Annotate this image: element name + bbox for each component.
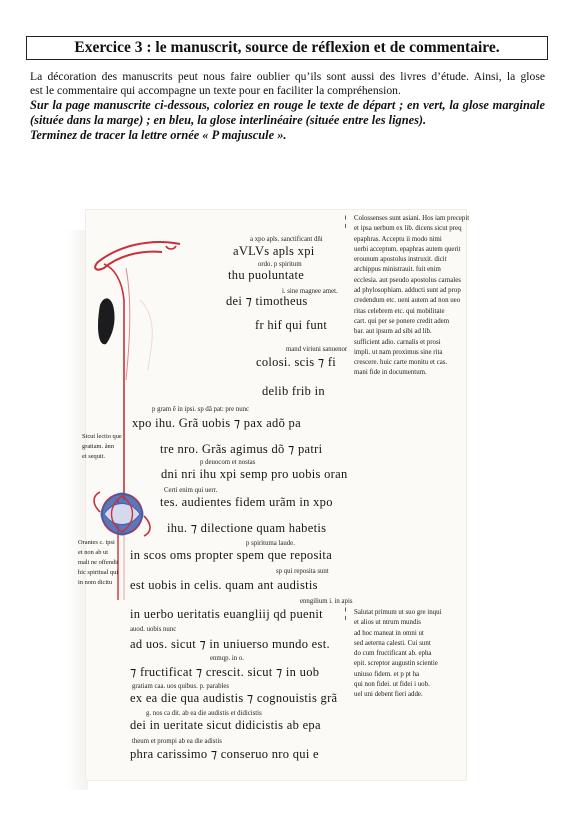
left-gloss-line: et non ab ut [78,549,108,556]
left-marginal-gloss-bottom [78,538,119,588]
left-gloss-line: gratiam. ãnn [82,443,114,450]
main-line: in uerbo ueritatis euangliij qd puenit [130,607,323,621]
marginal-gloss-line: et alios ut ntrum mundis [354,619,421,627]
main-line: tes. audientes fidem urãm in xpo [160,495,333,509]
marginal-gloss-line: sed aeterna calesti. Cui sunt [354,639,431,647]
marginal-gloss-line: sufficient adio. carnalis et prosi [354,338,441,346]
interlinear-gloss: a xpo apls. sanctificant dñi [250,236,323,243]
main-line: phra carissimo ⁊ conseruo nro qui e [130,747,319,761]
marginal-gloss-top [354,214,474,379]
interlinear-gloss: theum et prompi ab ea die adistis [132,738,222,745]
marginal-gloss-line: Colossenses sunt asiani. Hos iam precepit [354,215,470,222]
marginal-gloss-line: qui non fidei. ut fidei i uob. [354,681,430,689]
marginal-gloss-line: mani fide in documentum. [354,369,427,377]
marginal-gloss-bottom [354,608,474,701]
main-line: ad uos. sicut ⁊ in uniuerso mundo est. [130,637,330,651]
marginal-gloss-line: ad hoc maneat in omni ut [354,629,424,637]
main-line: colosi. scis ⁊ fi [256,355,337,369]
main-line: est uobis in celis. quam ant audistis [130,578,318,592]
interlinear-gloss: Certi enim qui uerr. [164,487,218,494]
main-line: in scos oms propter spem que reposita [130,548,333,562]
scan-edge-shadow [66,230,88,790]
main-line: dei in ueritate sicut didicistis ab epa [130,718,321,732]
main-line: tre nro. Grãs agimus dõ ⁊ patri [160,442,323,456]
instruction-letter: Terminez de tracer la lettre ornée « P majuscule ». [30,128,287,142]
main-line: aVLVs apls xpi [233,244,315,258]
marginal-gloss-line: impli. ut nam proximus sine rita [354,348,443,356]
gloss-marker-top: ¦ [344,214,347,229]
marginal-gloss-line: ecclesia. aut pseudo apostolus carnales [354,276,461,284]
interlinear-gloss: p gram ẽ in ipsi. sp dã pat: pre nunc [152,406,250,413]
marginal-gloss-line: archippus ministrauit. fuit enim [354,266,441,274]
marginal-gloss-line: do cum fructificant ab. epha [354,650,432,658]
left-gloss-line: in nom dicitu [78,579,113,586]
main-line: ⁊ fructificat ⁊ crescit. sicut ⁊ in uob [130,665,320,679]
main-line: dei ⁊ timotheus [226,294,308,308]
marginal-gloss-line: erounum apostolus instruxit. dicit [354,256,447,264]
main-line: thu puoluntate [228,268,305,282]
main-line: dni nri ihu xpi semp pro uobis oran [161,467,348,481]
marginal-gloss-line: uel uni debent fieri adde. [354,691,423,699]
marginal-gloss-line: ritas celebrem etc. qui mobilitate [354,307,445,315]
interlinear-gloss: mand viriuni sanuenor [286,346,348,353]
intro-line-1: La décoration des manuscrits peut nous faire oublier qu’ils sont aussi des livres d’étude. Ainsi, la glose [30,70,545,83]
left-marginal-gloss-top [82,432,122,462]
exercise-title: Exercice 3 : le manuscrit, source de réflexion et de commentaire. [74,39,500,56]
marginal-gloss-line: ad phylosophiam. adducti sunt ad prop [354,287,461,295]
interlinear-gloss: sp qui reposita sunt [276,568,329,575]
interlinear-gloss: i. sine magnee amet. [282,288,338,295]
interlinear-gloss: g. nos ca dit. ab ea die audistis et didicistis [146,710,262,717]
exercise-title-box [26,36,548,60]
left-gloss-line: et sequit. [82,453,106,460]
interlinear-gloss: auod. uobis nunc [130,626,177,633]
left-gloss-line: Sicut lectio que [82,433,122,440]
marginal-gloss-line: credendum etc. ueni autem ad non ueo [354,297,461,305]
left-gloss-line: mali ne offendit [78,559,119,566]
instructions [30,98,545,143]
main-line: fr hif qui funt [255,318,328,332]
marginal-gloss-line: uniuso fidem. et p pt ha [354,670,420,678]
main-line: delib frib in [262,384,325,398]
marginal-gloss-line: cart. qui per se ponere credit adem [354,317,450,325]
interlinear-gloss: ordo. p spiritum [258,261,302,268]
gloss-marker-bottom: ¦ [344,606,347,621]
marginal-gloss-line: epit. screptor augustin scientie [354,660,438,668]
main-line: ex ea die qua audistis ⁊ cognouistis grã [130,691,338,705]
marginal-gloss-line: bar. aut ipsum ad sibi ad lib. [354,328,432,336]
left-gloss-line: Orantes c. ipsi [78,539,115,546]
interlinear-gloss: p spirituma laude. [246,540,295,547]
marginal-gloss-line: crescere. huic carte monitu et cas. [354,359,448,367]
instruction-coloring: Sur la page manuscrite ci-dessous, coloriez en rouge le texte de départ ; en vert, la glose marginale (située dans la marge) ; en bleu, la glose interlinéaire (située entre les lignes). [30,98,545,127]
marginal-gloss-line: et ipsa uerbum ex lib. dicens sicut preq [354,225,462,233]
intro-line-2: est le commentaire qui accompagne un texte pour en faciliter la compréhension. [30,83,401,97]
interlinear-gloss: enngilium i. in apis [300,598,353,605]
marginal-gloss-line: epaphras. Acceptu ii modo nimi [354,235,442,243]
marginal-gloss-line: uerbi acceptum. epaphras autem querit [354,245,461,253]
intro-text [30,70,545,97]
interlinear-gloss: gratiam caa. uos quibus. p. parables [132,683,230,690]
main-line: ihu. ⁊ dilectione quam habetis [167,521,327,535]
interlinear-gloss: enmqp. in o. [210,655,244,662]
marginal-gloss-line: Salutat primum ut suo gre inqui [354,609,442,616]
main-line: xpo ihu. Grã uobis ⁊ pax adõ pa [132,416,301,430]
interlinear-gloss: p deuocom et nostas [200,459,256,466]
left-gloss-line: hic spiritual qui [78,569,119,576]
